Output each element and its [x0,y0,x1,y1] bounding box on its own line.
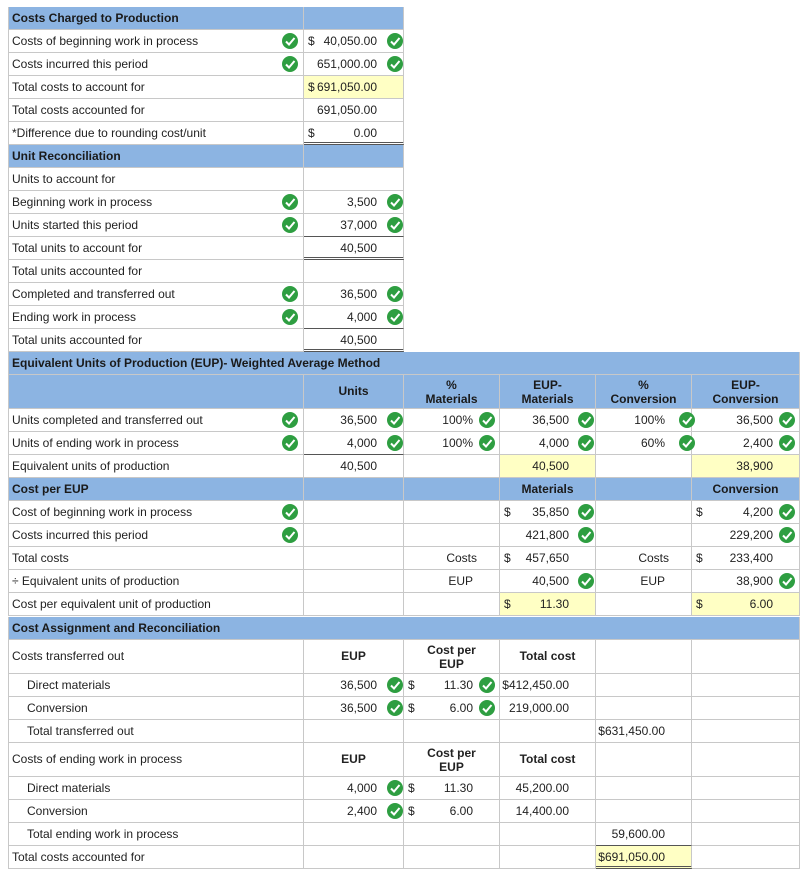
unit-row-label: Ending work in process [8,306,304,329]
check-icon [779,504,795,520]
cpe-row-label: Total costs [8,547,304,570]
unit-row-value[interactable]: 36,500 [304,283,404,306]
col-cost-per-eup: Cost per EUP [404,640,500,674]
unit-row-label: Total units accounted for [8,260,304,283]
unit-row-label: Units started this period [8,214,304,237]
check-icon [282,286,298,302]
cpe-materials-value[interactable]: $ 35,850 [500,501,596,524]
empty-cell [692,777,800,800]
eup-row-label: Units of ending work in process [8,432,304,455]
empty-cell [304,570,404,593]
empty-cell [500,846,596,869]
costs-row-label: Costs of beginning work in process [8,30,304,53]
eup-pct-materials-value[interactable]: 100% [404,409,500,432]
empty-cell [404,501,500,524]
costs-row-label: Total costs to account for [8,76,304,99]
assign-cpe-value[interactable]: $ 11.30 [404,674,500,697]
empty-cell [404,593,500,616]
cpe-row-label: Cost per equivalent unit of production [8,593,304,616]
total-costs-to-account-value: $ 691,050.00 [304,76,404,99]
col-units: Units [304,375,404,409]
check-icon [387,33,403,49]
cost-per-eup-conversion: $ 6.00 [692,593,800,616]
eup-materials-value[interactable]: 4,000 [500,432,596,455]
eup-row-label: Equivalent units of production [8,455,304,478]
check-icon [578,573,594,589]
col-total-cost: Total cost [500,743,596,777]
check-icon [282,309,298,325]
unit-row-label: Beginning work in process [8,191,304,214]
eup-conversion-total: 38,900 [692,455,800,478]
check-icon [282,527,298,543]
header-cell [8,375,304,409]
empty-cell [692,743,800,777]
eup-units-value: 40,500 [304,455,404,478]
empty-cell [692,674,800,697]
costs-label: Costs [596,547,692,570]
empty-cell [596,697,692,720]
check-icon [779,435,795,451]
eup-header-row [8,352,800,375]
check-icon [282,194,298,210]
assign-cpe-value: $ 11.30 [404,777,500,800]
materials-header: Materials [500,478,596,501]
assign-row-label: Conversion [8,800,304,823]
dollar-sign: $ [504,597,511,611]
total-ending-value: 59,600.00 [596,823,692,846]
cpe-row-label: ÷ Equivalent units of production [8,570,304,593]
assignment-title: Cost Assignment and Reconciliation [8,617,800,640]
assign-row-label: Direct materials [8,777,304,800]
empty-cell [304,260,404,283]
cpe-row-label: Costs incurred this period [8,524,304,547]
eup-units-value[interactable]: 4,000 [304,432,404,455]
empty-cell [404,846,500,869]
assign-row-label: Direct materials [8,674,304,697]
empty-cell [692,720,800,743]
transferred-label: Costs transferred out [8,640,304,674]
header-cell [304,145,404,168]
empty-cell [596,800,692,823]
total-transferred-label: Total transferred out [8,720,304,743]
cpe-conversion-value[interactable]: $ 4,200 [692,501,800,524]
check-icon [779,412,795,428]
total-ending-label: Total ending work in process [8,823,304,846]
empty-cell [596,593,692,616]
costs-header-row [8,7,408,30]
empty-cell [404,524,500,547]
unit-row-label: Completed and transferred out [8,283,304,306]
empty-cell [304,547,404,570]
check-icon [578,435,594,451]
header-cell [596,478,692,501]
empty-cell [304,168,404,191]
cpe-materials-value: $ 457,650 [500,547,596,570]
eup-label: EUP [404,570,500,593]
assign-cpe-value: $ 6.00 [404,800,500,823]
check-icon [387,803,403,819]
dollar-sign: $ [408,781,415,795]
empty-cell [596,501,692,524]
empty-cell [596,777,692,800]
check-icon [387,677,403,693]
unit-row-label: Units to account for [8,168,304,191]
eup-conversion-value[interactable]: 36,500 [692,409,800,432]
assign-total-value: 219,000.00 [500,697,596,720]
costs-label: Costs [404,547,500,570]
check-icon [282,217,298,233]
check-icon [387,56,403,72]
check-icon [282,33,298,49]
empty-cell [304,524,404,547]
col-eup-materials: EUP- Materials [500,375,596,409]
dollar-sign: $ [308,34,315,48]
check-icon [387,194,403,210]
col-total-cost: Total cost [500,640,596,674]
total-transferred-value: $631,450.00 [596,720,692,743]
check-icon [578,504,594,520]
check-icon [578,527,594,543]
check-icon [387,286,403,302]
dollar-sign: $ [308,126,315,140]
unit-row-label: Total units accounted for [8,329,304,352]
empty-cell [500,720,596,743]
header-cell [304,7,404,30]
eup-pct-materials-value[interactable]: 100% [404,432,500,455]
eup-conversion-value[interactable]: 2,400 [692,432,800,455]
empty-cell [596,674,692,697]
empty-cell [404,455,500,478]
unit-row-value[interactable]: 37,000 [304,214,404,237]
empty-cell [304,593,404,616]
dollar-sign: $ [408,701,415,715]
conversion-header: Conversion [692,478,800,501]
col-eup: EUP [304,640,404,674]
rounding-difference-value: $ 0.00 [304,122,404,145]
empty-cell [596,640,692,674]
check-icon [282,435,298,451]
check-icon [479,412,495,428]
dollar-sign: $ [308,80,315,94]
header-cell [404,478,500,501]
costs-row-label: *Difference due to rounding cost/unit [8,122,304,145]
check-icon [387,780,403,796]
check-icon [282,412,298,428]
col-eup-conversion: EUP- Conversion [692,375,800,409]
empty-cell [692,640,800,674]
eup-row-label: Units completed and transferred out [8,409,304,432]
costs-row-label: Total costs accounted for [8,99,304,122]
costs-row-value[interactable]: 651,000.00 [304,53,404,76]
cpe-conversion-value[interactable]: 229,200 [692,524,800,547]
check-icon [779,573,795,589]
col-cost-per-eup: Cost per EUP [404,743,500,777]
empty-cell [596,455,692,478]
eup-pct-conversion-value[interactable]: 60% [596,432,692,455]
assign-eup-value[interactable]: 2,400 [304,800,404,823]
dollar-sign: $ [408,804,415,818]
empty-cell [692,697,800,720]
check-icon [387,217,403,233]
eup-materials-total: 40,500 [500,455,596,478]
unit-row-value[interactable]: 3,500 [304,191,404,214]
dollar-sign: $ [504,505,511,519]
empty-cell [404,720,500,743]
assign-eup-value[interactable]: 36,500 [304,674,404,697]
col-pct-materials: % Materials [404,375,500,409]
empty-cell [304,501,404,524]
check-icon [779,527,795,543]
assignment-header-row [8,617,800,640]
dollar-sign: $ [504,551,511,565]
empty-cell [304,720,404,743]
cost-per-eup-title: Cost per EUP [8,478,304,501]
eup-label: EUP [596,570,692,593]
check-icon [479,700,495,716]
cpe-row-label: Cost of beginning work in process [8,501,304,524]
cpe-conversion-value[interactable]: 38,900 [692,570,800,593]
check-icon [479,677,495,693]
empty-cell [304,823,404,846]
unit-row-label: Total units to account for [8,237,304,260]
check-icon [282,504,298,520]
col-pct-conversion: % Conversion [596,375,692,409]
dollar-sign: $ [696,505,703,519]
costs-row-value: 691,050.00 [304,99,404,122]
assign-cpe-value[interactable]: $ 6.00 [404,697,500,720]
check-icon [479,435,495,451]
ending-label: Costs of ending work in process [8,743,304,777]
costs-row-value[interactable]: $ 40,050.00 [304,30,404,53]
empty-cell [692,823,800,846]
empty-cell [304,846,404,869]
cpe-conversion-value: $ 233,400 [692,547,800,570]
check-icon [578,412,594,428]
assign-eup-value[interactable]: 36,500 [304,697,404,720]
costs-row-label: Costs incurred this period [8,53,304,76]
check-icon [387,412,403,428]
dollar-sign: $ [696,551,703,565]
dollar-sign: $ [696,597,703,611]
empty-cell [596,743,692,777]
assign-eup-value[interactable]: 4,000 [304,777,404,800]
empty-cell [500,823,596,846]
assign-total-value: 45,200.00 [500,777,596,800]
assign-total-value: 14,400.00 [500,800,596,823]
assign-total-value: $412,450.00 [500,674,596,697]
cpe-materials-value[interactable]: 40,500 [500,570,596,593]
empty-cell [692,846,800,869]
eup-materials-value[interactable]: 36,500 [500,409,596,432]
total-accounted-label: Total costs accounted for [8,846,304,869]
cpe-materials-value[interactable]: 421,800 [500,524,596,547]
col-eup: EUP [304,743,404,777]
unit-section-title: Unit Reconciliation [8,145,304,168]
cost-per-eup-materials: $ 11.30 [500,593,596,616]
total-accounted-value: $691,050.00 [596,846,692,869]
unit-row-value[interactable]: 4,000 [304,306,404,329]
empty-cell [404,823,500,846]
unit-row-value: 40,500 [304,329,404,352]
empty-cell [692,800,800,823]
check-icon [387,700,403,716]
empty-cell [596,524,692,547]
header-cell [304,478,404,501]
eup-units-value[interactable]: 36,500 [304,409,404,432]
assign-row-label: Conversion [8,697,304,720]
costs-section-title: Costs Charged to Production [8,7,304,30]
eup-pct-conversion-value[interactable]: 100% [596,409,692,432]
eup-section-title: Equivalent Units of Production (EUP)- Weighted Average Method [8,352,800,375]
check-icon [387,309,403,325]
dollar-sign: $ [408,678,415,692]
unit-row-value: 40,500 [304,237,404,260]
check-icon [387,435,403,451]
check-icon [282,56,298,72]
